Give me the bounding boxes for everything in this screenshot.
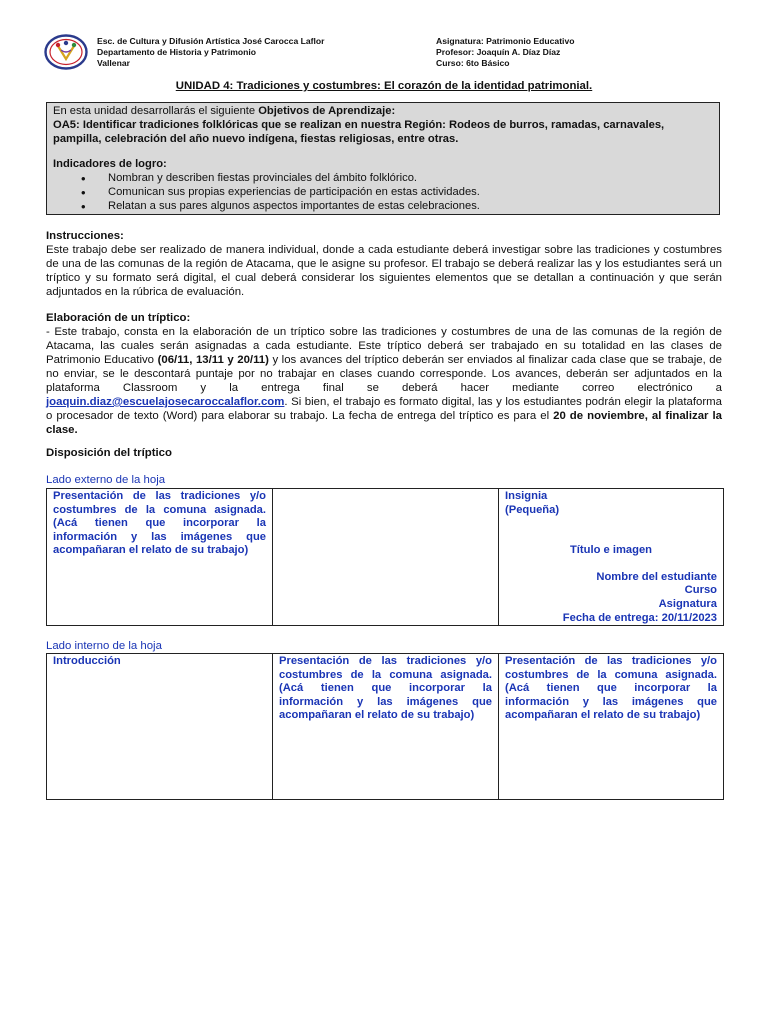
internal-panel-2: Presentación de las tradiciones y/o costumbres de la comuna asignada. (Acá tienen que incorporar la información y las imágenes que acompañaran el relato de su trabajo) bbox=[273, 654, 499, 800]
header-right bbox=[436, 36, 574, 69]
internal-side-label: Lado interno de la hoja bbox=[46, 640, 162, 652]
external-panel-1: Presentación de las tradiciones y/o costumbres de la comuna asignada. (Acá tienen que incorporar la información y las imágenes que acompañaran el relato de su trabajo) bbox=[47, 489, 273, 626]
department: Departamento de Historia y Patrimonio bbox=[97, 47, 257, 57]
elaboration-part1: - Este trabajo, consta en la elaboración de un tríptico sobre las tradiciones y costumbres de una de las comunas de la región de Atacama, las cuales serán asignadas a cada estudiante. Este tríptico deberá ser trabajado en su totalidad en las clases de Patrimonio Educativo bbox=[46, 326, 722, 366]
internal-panel-3: Presentación de las tradiciones y/o costumbres de la comuna asignada. (Acá tienen que incorporar la información y las imágenes que acompañaran el relato de su trabajo) bbox=[499, 654, 724, 800]
elaboration-part3: . Si bien, el trabajo es formato digital, las y los estudiantes podrán elegir la plataforma o procesador de texto (Word) para elaborar su trabajo. La fecha de entrega del tríptico es para el bbox=[46, 396, 722, 422]
course-label: Curso bbox=[684, 584, 717, 597]
objectives-intro-bold: Objetivos de Aprendizaje: bbox=[258, 105, 396, 117]
oa5-text: OA5: Identificar tradiciones folklóricas que se realizan en nuestra Región: Rodeos de burros, ramadas, carnavales, pampilla, celebración del año nuevo indígena, fiestas religiosas, entre otras. bbox=[53, 118, 665, 145]
due-date-label: Fecha de entrega: 20/11/2023 bbox=[562, 611, 717, 624]
course: Curso: 6to Básico bbox=[436, 58, 510, 68]
elaboration-section bbox=[46, 311, 722, 437]
student-name-label: Nombre del estudiante bbox=[596, 570, 717, 583]
insignia-label: Insignia bbox=[505, 490, 548, 502]
teacher-email-link[interactable]: joaquin.diaz@escuelajosecaroccalaflor.com bbox=[46, 396, 285, 408]
internal-panel-1: Introducción bbox=[47, 654, 273, 800]
school-name: Esc. de Cultura y Difusión Artística José Carocca Laflor bbox=[97, 36, 325, 46]
city: Vallenar bbox=[97, 58, 130, 68]
cover-title-image: Título e imagen bbox=[569, 544, 653, 557]
external-side-table bbox=[46, 488, 724, 626]
indicators-list bbox=[53, 172, 711, 213]
external-panel-2 bbox=[273, 489, 499, 626]
insignia-size: (Pequeña) bbox=[505, 503, 560, 516]
class-dates: (06/11, 13/11 y 20/11) bbox=[157, 354, 269, 366]
subject-label: Asignatura bbox=[658, 597, 717, 610]
external-side-label: Lado externo de la hoja bbox=[46, 474, 166, 486]
subject: Asignatura: Patrimonio Educativo bbox=[436, 36, 575, 46]
instructions-title: Instrucciones: bbox=[46, 230, 124, 242]
internal-side-table bbox=[46, 653, 724, 800]
objectives-intro: En esta unidad desarrollarás el siguiente bbox=[53, 105, 259, 117]
list-item: • Comunican sus propias experiencias de participación en estas actividades. bbox=[108, 186, 711, 200]
instructions-section bbox=[46, 229, 722, 299]
elaboration-part2: y los avances del tríptico deberán ser enviados al finalizar cada clase que se trabaje, de no enviar, se le descontará puntaje por no trabajar en clases cuando corresponde. Los avances, deberán ser adjuntados en la plataforma Classroom y la entrega final se deberá hacer mediante correo electrónico a bbox=[46, 354, 722, 394]
list-item: • Nombran y describen fiestas provinciales del ámbito folklórico. bbox=[108, 172, 711, 186]
unit-title: UNIDAD 4: Tradiciones y costumbres: El corazón de la identidad patrimonial. bbox=[175, 80, 593, 92]
elaboration-title: Elaboración de un tríptico: bbox=[46, 312, 191, 324]
layout-title: Disposición del tríptico bbox=[46, 447, 172, 459]
list-item: • Relatan a sus pares algunos aspectos importantes de estas celebraciones. bbox=[108, 200, 711, 214]
deadline-text: 20 de noviembre, al finalizar la clase. bbox=[46, 410, 722, 436]
header-left bbox=[97, 36, 324, 69]
instructions-text: Este trabajo debe ser realizado de manera individual, donde a cada estudiante deberá investigar sobre las tradiciones y costumbres de una de las comunas de la región de Atacama, que le asigne su profesor. El trabajo se deberá realizar las y los estudiantes será un tríptico y su formato será digital, el cual deberá considerar los siguientes elementos que se detallan a continuación y que serán adjuntados en la rúbrica de evaluación. bbox=[46, 244, 722, 298]
school-logo bbox=[44, 34, 88, 70]
objectives-box bbox=[46, 102, 720, 215]
teacher: Profesor: Joaquín A. Díaz Díaz bbox=[436, 47, 561, 57]
indicators-title: Indicadores de logro: bbox=[53, 158, 167, 171]
external-panel-cover bbox=[499, 489, 724, 626]
